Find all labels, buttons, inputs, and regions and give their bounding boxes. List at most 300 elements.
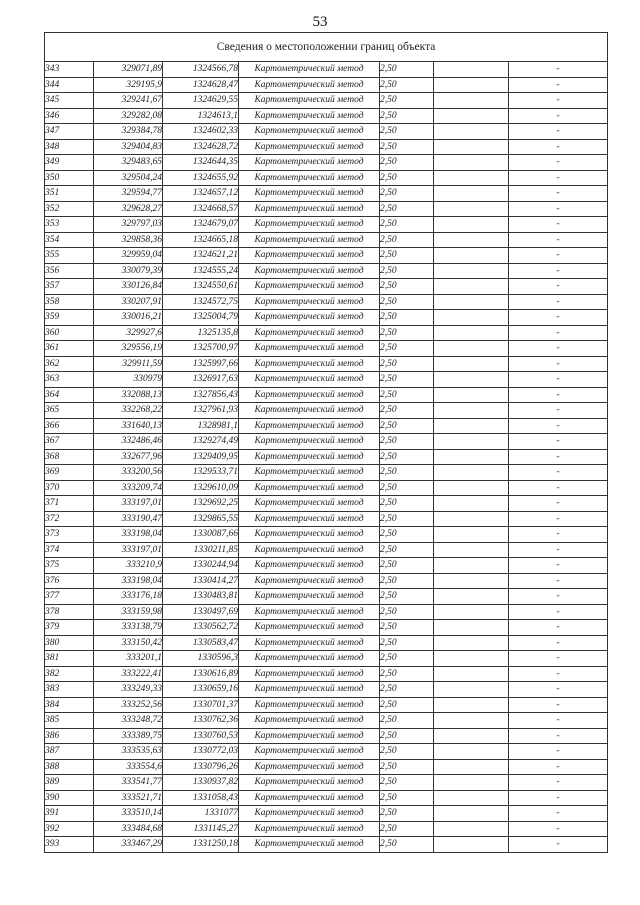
method-cell: Картометрический метод [239,542,380,558]
coord-x-cell: 333150,42 [94,635,163,651]
method-cell: Картометрический метод [239,155,380,171]
dash-cell: - [509,806,608,822]
coord-y-cell: 1330772,03 [163,744,239,760]
table-row [45,155,608,171]
point-number-cell: 355 [45,248,94,264]
dash-cell: - [509,62,608,78]
coord-y-cell: 1329274,49 [163,434,239,450]
method-cell: Картометрический метод [239,465,380,481]
note-cell [434,449,509,465]
coord-y-cell: 1325700,97 [163,341,239,357]
accuracy-cell: 2,50 [380,821,434,837]
coord-y-cell: 1331077 [163,806,239,822]
point-number-cell: 352 [45,201,94,217]
coord-y-cell: 1328981,1 [163,418,239,434]
dash-cell: - [509,186,608,202]
note-cell [434,713,509,729]
dash-cell: - [509,108,608,124]
table-row [45,651,608,667]
method-cell: Картометрический метод [239,480,380,496]
method-cell: Картометрический метод [239,387,380,403]
dash-cell: - [509,790,608,806]
coord-x-cell: 333210,9 [94,558,163,574]
method-cell: Картометрический метод [239,511,380,527]
coord-y-cell: 1330596,3 [163,651,239,667]
coord-x-cell: 333389,75 [94,728,163,744]
method-cell: Картометрический метод [239,263,380,279]
table-row [45,542,608,558]
method-cell: Картометрический метод [239,186,380,202]
accuracy-cell: 2,50 [380,589,434,605]
method-cell: Картометрический метод [239,310,380,326]
accuracy-cell: 2,50 [380,263,434,279]
table-row [45,387,608,403]
coord-x-cell: 332088,13 [94,387,163,403]
coord-y-cell: 1331145,27 [163,821,239,837]
coord-y-cell: 1330760,53 [163,728,239,744]
table-row [45,232,608,248]
method-cell: Картометрический метод [239,713,380,729]
accuracy-cell: 2,50 [380,496,434,512]
dash-cell: - [509,775,608,791]
point-number-cell: 391 [45,806,94,822]
point-number-cell: 381 [45,651,94,667]
boundary-table [44,32,608,853]
coord-x-cell: 331640,13 [94,418,163,434]
table-row [45,682,608,698]
dash-cell: - [509,604,608,620]
method-cell: Картометрический метод [239,682,380,698]
dash-cell: - [509,558,608,574]
point-number-cell: 365 [45,403,94,419]
coord-x-cell: 333197,01 [94,542,163,558]
note-cell [434,372,509,388]
method-cell: Картометрический метод [239,558,380,574]
coord-x-cell: 329797,03 [94,217,163,233]
accuracy-cell: 2,50 [380,139,434,155]
point-number-cell: 367 [45,434,94,450]
dash-cell: - [509,465,608,481]
dash-cell: - [509,759,608,775]
accuracy-cell: 2,50 [380,93,434,109]
coord-x-cell: 333209,74 [94,480,163,496]
coord-y-cell: 1330562,72 [163,620,239,636]
coord-y-cell: 1324555,24 [163,263,239,279]
coord-y-cell: 1331250,18 [163,837,239,853]
coord-y-cell: 1330796,26 [163,759,239,775]
coord-x-cell: 333535,63 [94,744,163,760]
coord-x-cell: 330126,84 [94,279,163,295]
coord-y-cell: 1331058,43 [163,790,239,806]
point-number-cell: 388 [45,759,94,775]
method-cell: Картометрический метод [239,434,380,450]
coord-y-cell: 1324602,33 [163,124,239,140]
coord-y-cell: 1324665,18 [163,232,239,248]
table-row [45,449,608,465]
table-row [45,356,608,372]
point-number-cell: 347 [45,124,94,140]
dash-cell: - [509,620,608,636]
note-cell [434,93,509,109]
table-row [45,837,608,853]
coord-y-cell: 1330414,27 [163,573,239,589]
accuracy-cell: 2,50 [380,728,434,744]
dash-cell: - [509,434,608,450]
coord-y-cell: 1330937,82 [163,775,239,791]
accuracy-cell: 2,50 [380,186,434,202]
accuracy-cell: 2,50 [380,356,434,372]
dash-cell: - [509,387,608,403]
note-cell [434,620,509,636]
coord-y-cell: 1330211,85 [163,542,239,558]
accuracy-cell: 2,50 [380,635,434,651]
accuracy-cell: 2,50 [380,666,434,682]
dash-cell: - [509,279,608,295]
accuracy-cell: 2,50 [380,558,434,574]
accuracy-cell: 2,50 [380,403,434,419]
method-cell: Картометрический метод [239,77,380,93]
table-row [45,62,608,78]
table-row [45,759,608,775]
dash-cell: - [509,139,608,155]
coord-y-cell: 1324613,1 [163,108,239,124]
point-number-cell: 380 [45,635,94,651]
accuracy-cell: 2,50 [380,713,434,729]
coord-x-cell: 333200,56 [94,465,163,481]
table-row [45,403,608,419]
coord-y-cell: 1324644,35 [163,155,239,171]
accuracy-cell: 2,50 [380,108,434,124]
coord-y-cell: 1324629,55 [163,93,239,109]
coord-x-cell: 329071,89 [94,62,163,78]
coord-x-cell: 330079,39 [94,263,163,279]
table-row [45,434,608,450]
coord-x-cell: 329384,78 [94,124,163,140]
accuracy-cell: 2,50 [380,418,434,434]
dash-cell: - [509,263,608,279]
method-cell: Картометрический метод [239,806,380,822]
accuracy-cell: 2,50 [380,248,434,264]
dash-cell: - [509,449,608,465]
note-cell [434,775,509,791]
table-row [45,465,608,481]
dash-cell: - [509,511,608,527]
note-cell [434,759,509,775]
coord-x-cell: 333190,47 [94,511,163,527]
dash-cell: - [509,744,608,760]
point-number-cell: 385 [45,713,94,729]
table-row [45,279,608,295]
dash-cell: - [509,93,608,109]
table-row [45,372,608,388]
table-row [45,806,608,822]
note-cell [434,666,509,682]
note-cell [434,124,509,140]
point-number-cell: 379 [45,620,94,636]
note-cell [434,651,509,667]
dash-cell: - [509,589,608,605]
coord-x-cell: 329504,24 [94,170,163,186]
dash-cell: - [509,418,608,434]
coord-x-cell: 329195,9 [94,77,163,93]
table-row [45,604,608,620]
method-cell: Картометрический метод [239,372,380,388]
coord-y-cell: 1330762,36 [163,713,239,729]
note-cell [434,573,509,589]
note-cell [434,217,509,233]
dash-cell: - [509,341,608,357]
method-cell: Картометрический метод [239,93,380,109]
point-number-cell: 382 [45,666,94,682]
point-number-cell: 343 [45,62,94,78]
note-cell [434,604,509,620]
note-cell [434,434,509,450]
coord-x-cell: 329241,67 [94,93,163,109]
accuracy-cell: 2,50 [380,449,434,465]
coord-y-cell: 1329533,71 [163,465,239,481]
point-number-cell: 359 [45,310,94,326]
point-number-cell: 377 [45,589,94,605]
note-cell [434,790,509,806]
accuracy-cell: 2,50 [380,294,434,310]
method-cell: Картометрический метод [239,527,380,543]
note-cell [434,635,509,651]
note-cell [434,728,509,744]
method-cell: Картометрический метод [239,635,380,651]
dash-cell: - [509,77,608,93]
point-number-cell: 368 [45,449,94,465]
dash-cell: - [509,713,608,729]
method-cell: Картометрический метод [239,170,380,186]
note-cell [434,821,509,837]
coord-x-cell: 333541,77 [94,775,163,791]
table-row [45,93,608,109]
dash-cell: - [509,573,608,589]
coord-y-cell: 1330497,69 [163,604,239,620]
coord-y-cell: 1324621,21 [163,248,239,264]
dash-cell: - [509,527,608,543]
accuracy-cell: 2,50 [380,124,434,140]
coord-x-cell: 329858,36 [94,232,163,248]
method-cell: Картометрический метод [239,279,380,295]
dash-cell: - [509,124,608,140]
coord-y-cell: 1327856,43 [163,387,239,403]
accuracy-cell: 2,50 [380,201,434,217]
method-cell: Картометрический метод [239,651,380,667]
point-number-cell: 373 [45,527,94,543]
coord-x-cell: 333201,1 [94,651,163,667]
dash-cell: - [509,232,608,248]
point-number-cell: 370 [45,480,94,496]
note-cell [434,325,509,341]
coord-x-cell: 333554,6 [94,759,163,775]
note-cell [434,403,509,419]
method-cell: Картометрический метод [239,496,380,512]
note-cell [434,279,509,295]
table-row [45,108,608,124]
accuracy-cell: 2,50 [380,155,434,171]
method-cell: Картометрический метод [239,232,380,248]
coord-x-cell: 333248,72 [94,713,163,729]
note-cell [434,155,509,171]
coord-y-cell: 1324566,78 [163,62,239,78]
dash-cell: - [509,728,608,744]
point-number-cell: 366 [45,418,94,434]
table-row [45,418,608,434]
point-number-cell: 369 [45,465,94,481]
coord-x-cell: 333249,33 [94,682,163,698]
method-cell: Картометрический метод [239,573,380,589]
accuracy-cell: 2,50 [380,790,434,806]
coord-x-cell: 333159,98 [94,604,163,620]
table-row [45,790,608,806]
coord-x-cell: 329556,19 [94,341,163,357]
accuracy-cell: 2,50 [380,77,434,93]
coord-y-cell: 1324668,57 [163,201,239,217]
point-number-cell: 389 [45,775,94,791]
coord-x-cell: 329628,27 [94,201,163,217]
coord-y-cell: 1324628,47 [163,77,239,93]
accuracy-cell: 2,50 [380,744,434,760]
coord-x-cell: 333484,68 [94,821,163,837]
dash-cell: - [509,480,608,496]
dash-cell: - [509,201,608,217]
point-number-cell: 353 [45,217,94,233]
coord-x-cell: 333198,04 [94,527,163,543]
point-number-cell: 345 [45,93,94,109]
table-row [45,573,608,589]
coord-x-cell: 330979 [94,372,163,388]
method-cell: Картометрический метод [239,201,380,217]
method-cell: Картометрический метод [239,341,380,357]
table-row [45,77,608,93]
table-row [45,186,608,202]
accuracy-cell: 2,50 [380,434,434,450]
coord-x-cell: 329483,65 [94,155,163,171]
coord-y-cell: 1330087,66 [163,527,239,543]
accuracy-cell: 2,50 [380,279,434,295]
point-number-cell: 354 [45,232,94,248]
accuracy-cell: 2,50 [380,759,434,775]
note-cell [434,465,509,481]
point-number-cell: 386 [45,728,94,744]
accuracy-cell: 2,50 [380,527,434,543]
point-number-cell: 362 [45,356,94,372]
accuracy-cell: 2,50 [380,372,434,388]
note-cell [434,108,509,124]
note-cell [434,418,509,434]
dash-cell: - [509,310,608,326]
coord-y-cell: 1324572,75 [163,294,239,310]
point-number-cell: 356 [45,263,94,279]
point-number-cell: 351 [45,186,94,202]
dash-cell: - [509,666,608,682]
accuracy-cell: 2,50 [380,341,434,357]
dash-cell: - [509,821,608,837]
table-row [45,217,608,233]
table-row [45,201,608,217]
table-row [45,713,608,729]
accuracy-cell: 2,50 [380,620,434,636]
accuracy-cell: 2,50 [380,604,434,620]
table-row [45,511,608,527]
note-cell [434,542,509,558]
point-number-cell: 361 [45,341,94,357]
coord-y-cell: 1329610,09 [163,480,239,496]
method-cell: Картометрический метод [239,697,380,713]
table-row [45,527,608,543]
coord-y-cell: 1325135,8 [163,325,239,341]
note-cell [434,294,509,310]
point-number-cell: 358 [45,294,94,310]
accuracy-cell: 2,50 [380,573,434,589]
coord-x-cell: 333176,18 [94,589,163,605]
note-cell [434,356,509,372]
point-number-cell: 384 [45,697,94,713]
method-cell: Картометрический метод [239,294,380,310]
note-cell [434,232,509,248]
point-number-cell: 344 [45,77,94,93]
coord-x-cell: 330016,21 [94,310,163,326]
dash-cell: - [509,248,608,264]
coord-y-cell: 1330483,81 [163,589,239,605]
coord-x-cell: 329911,59 [94,356,163,372]
method-cell: Картометрический метод [239,744,380,760]
point-number-cell: 360 [45,325,94,341]
coord-x-cell: 329959,04 [94,248,163,264]
coord-x-cell: 329282,08 [94,108,163,124]
dash-cell: - [509,496,608,512]
point-number-cell: 393 [45,837,94,853]
table-row [45,558,608,574]
note-cell [434,744,509,760]
note-cell [434,201,509,217]
coord-y-cell: 1324628,72 [163,139,239,155]
note-cell [434,77,509,93]
point-number-cell: 390 [45,790,94,806]
coord-x-cell: 333252,56 [94,697,163,713]
note-cell [434,263,509,279]
method-cell: Картометрический метод [239,124,380,140]
table-row [45,480,608,496]
accuracy-cell: 2,50 [380,480,434,496]
coord-y-cell: 1324679,07 [163,217,239,233]
method-cell: Картометрический метод [239,604,380,620]
accuracy-cell: 2,50 [380,465,434,481]
point-number-cell: 378 [45,604,94,620]
coord-y-cell: 1330701,37 [163,697,239,713]
coord-y-cell: 1329865,55 [163,511,239,527]
method-cell: Картометрический метод [239,108,380,124]
method-cell: Картометрический метод [239,248,380,264]
dash-cell: - [509,217,608,233]
accuracy-cell: 2,50 [380,217,434,233]
point-number-cell: 387 [45,744,94,760]
point-number-cell: 350 [45,170,94,186]
accuracy-cell: 2,50 [380,651,434,667]
table-row [45,263,608,279]
accuracy-cell: 2,50 [380,325,434,341]
coord-y-cell: 1324657,12 [163,186,239,202]
dash-cell: - [509,837,608,853]
coord-x-cell: 332486,46 [94,434,163,450]
note-cell [434,310,509,326]
table-title: Сведения о местоположении границ объекта [45,33,608,62]
note-cell [434,341,509,357]
table-row [45,496,608,512]
coord-x-cell: 329594,77 [94,186,163,202]
table-row [45,341,608,357]
